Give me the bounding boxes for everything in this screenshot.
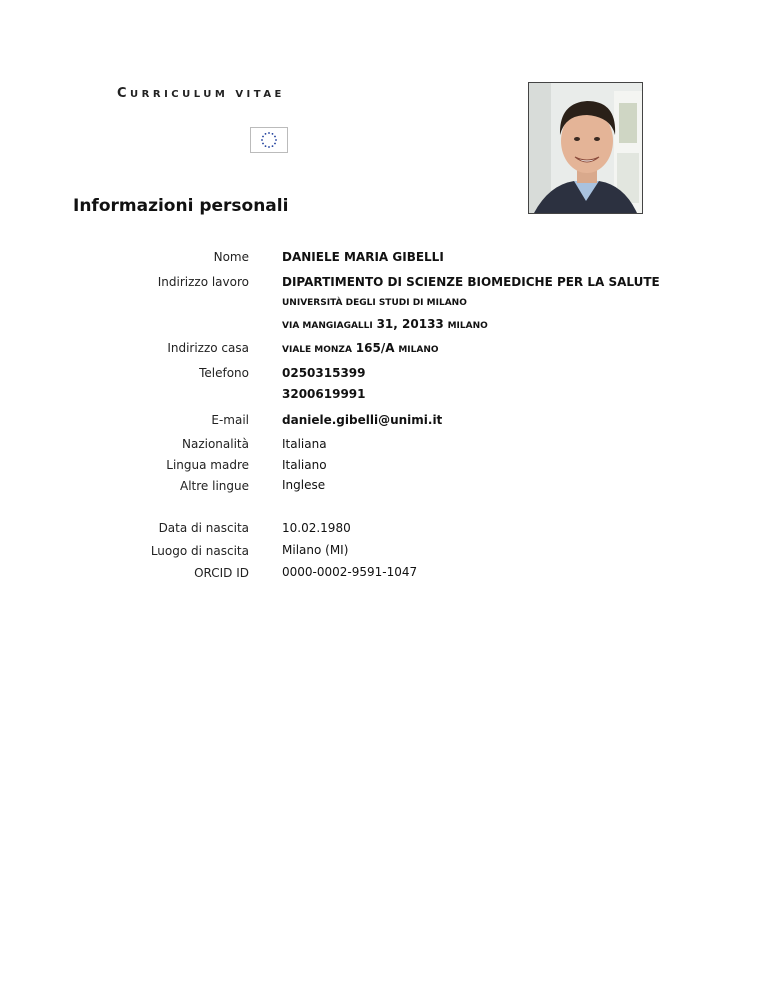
cv-title-rest: URRICULUM VITAE [130,89,285,100]
altre-lingue-label: Altre lingue [180,479,249,493]
altre-lingue-value: Inglese [282,478,326,492]
indirizzo-lavoro-line2: UNIVERSITÀ DEGLI STUDI DI MILANO [282,298,467,308]
civico-cap-text: 31, 20133 [376,317,444,331]
telefono-value-1: 0250315399 [282,366,366,380]
nazionalita-value: Italiana [282,437,327,451]
lingua-madre-label: Lingua madre [166,458,249,472]
nazionalita-label: Nazionalità [182,437,249,451]
section-title: Informazioni personali [73,196,289,216]
email-value: daniele.gibelli@unimi.it [282,413,443,427]
casa-civico-text: 165/A [355,341,395,355]
indirizzo-lavoro-line3 [282,317,488,331]
nome-value: DANIELE MARIA GIBELLI [282,250,444,264]
casa-citta-text: MILANO [398,345,439,355]
orcid-value: 0000-0002-9591-1047 [282,565,418,579]
data-nascita-label: Data di nascita [158,521,249,535]
data-nascita-value: 10.02.1980 [282,521,351,535]
indirizzo-lavoro-line1: DIPARTIMENTO DI SCIENZE BIOMEDICHE PER LA SALUTE [282,275,660,289]
lingua-madre-value: Italiano [282,458,327,472]
luogo-nascita-value: Milano (MI) [282,543,349,557]
telefono-label: Telefono [199,366,249,380]
casa-via-text: VIALE MONZA [282,345,352,355]
eu-flag-icon [250,127,288,153]
via-text: VIA MANGIAGALLI [282,321,373,331]
cv-title [117,86,285,101]
telefono-value-2: 3200619991 [282,387,366,401]
orcid-label: ORCID ID [194,566,249,580]
email-label: E-mail [211,413,249,427]
cv-title-initial: C [117,86,131,101]
nome-label: Nome [213,250,249,264]
luogo-nascita-label: Luogo di nascita [150,544,249,558]
indirizzo-casa-value [282,341,439,355]
indirizzo-lavoro-label: Indirizzo lavoro [157,275,249,289]
profile-photo [528,82,643,214]
citta-text: MILANO [447,321,488,331]
indirizzo-casa-label: Indirizzo casa [167,341,249,355]
